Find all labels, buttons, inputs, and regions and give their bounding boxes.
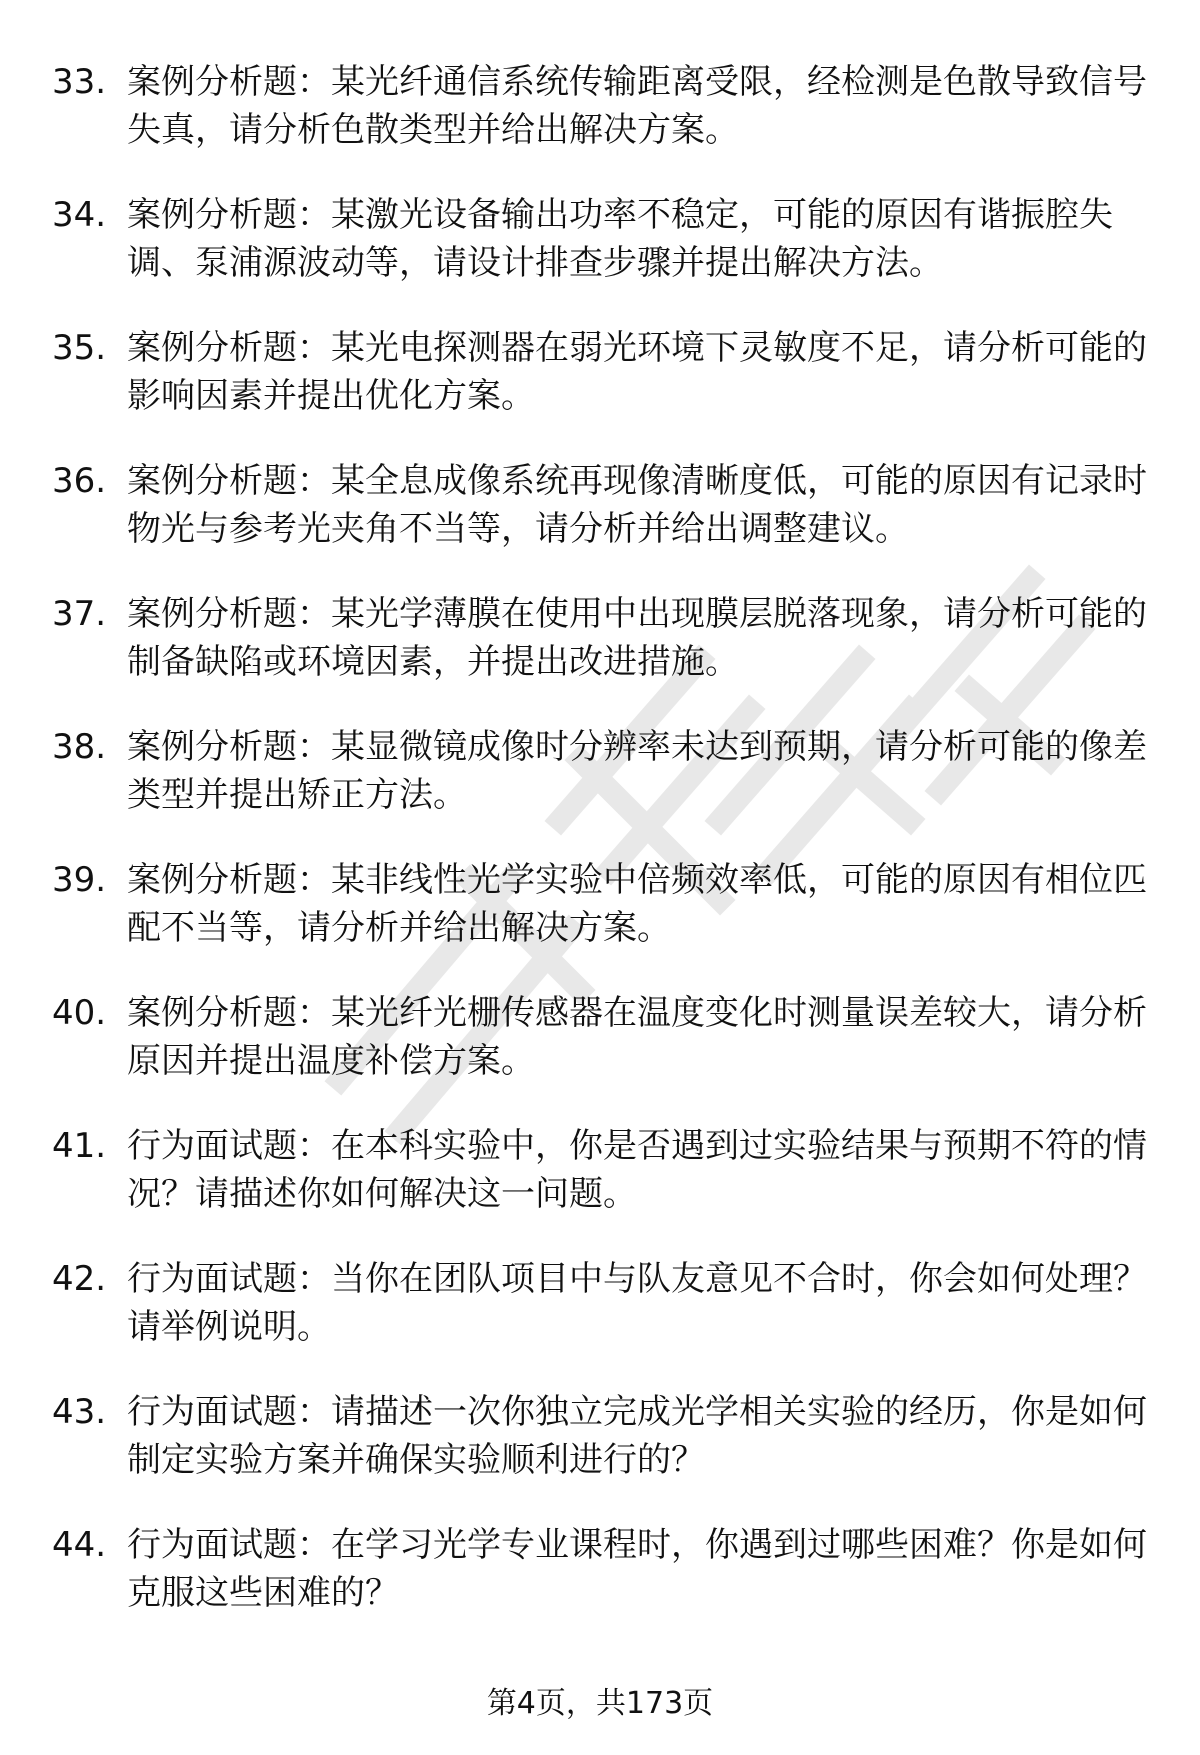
question-text: 行为面试题：请描述一次你独立完成光学相关实验的经历，你是如何制定实验方案并确保实验顺利进行的？	[127, 1392, 1147, 1480]
question-item	[52, 1122, 1152, 1255]
question-item	[52, 590, 1152, 723]
question-text: 案例分析题：某激光设备输出功率不稳定，可能的原因有谐振腔失调、泵浦源波动等，请设计排查步骤并提出解决方法。	[127, 195, 1113, 283]
question-text: 行为面试题：在学习光学专业课程时，你遇到过哪些困难？你是如何克服这些困难的？	[127, 1525, 1147, 1613]
question-number: 34.	[52, 195, 107, 235]
question-item	[52, 191, 1152, 324]
question-text: 案例分析题：某光纤光栅传感器在温度变化时测量误差较大，请分析原因并提出温度补偿方案。	[127, 993, 1147, 1081]
question-item	[52, 723, 1152, 856]
question-text: 案例分析题：某显微镜成像时分辨率未达到预期，请分析可能的像差类型并提出矫正方法。	[127, 727, 1147, 815]
question-number: 38.	[52, 727, 107, 767]
question-number: 43.	[52, 1392, 107, 1432]
question-item	[52, 1255, 1152, 1388]
question-text: 案例分析题：某光纤通信系统传输距离受限，经检测是色散导致信号失真，请分析色散类型并给出解决方案。	[127, 62, 1147, 150]
question-item	[52, 1388, 1152, 1521]
question-number: 44.	[52, 1525, 107, 1565]
question-item	[52, 324, 1152, 457]
question-number: 40.	[52, 993, 107, 1033]
question-number: 39.	[52, 860, 107, 900]
question-text: 案例分析题：某光学薄膜在使用中出现膜层脱落现象，请分析可能的制备缺陷或环境因素，并提出改进措施。	[127, 594, 1147, 682]
page-footer: 第4页，共173页	[486, 1686, 714, 1721]
question-item	[52, 58, 1152, 191]
question-text: 行为面试题：当你在团队项目中与队友意见不合时，你会如何处理？请举例说明。	[127, 1259, 1147, 1347]
question-text: 案例分析题：某全息成像系统再现像清晰度低，可能的原因有记录时物光与参考光夹角不当等，请分析并给出调整建议。	[127, 461, 1147, 549]
question-number: 41.	[52, 1126, 107, 1166]
question-item	[52, 1521, 1152, 1654]
question-number: 33.	[52, 62, 107, 102]
question-number: 37.	[52, 594, 107, 634]
question-text: 案例分析题：某光电探测器在弱光环境下灵敏度不足，请分析可能的影响因素并提出优化方案。	[127, 328, 1147, 416]
question-list	[52, 58, 1152, 1654]
question-item	[52, 457, 1152, 590]
question-number: 36.	[52, 461, 107, 501]
question-item	[52, 989, 1152, 1122]
question-number: 35.	[52, 328, 107, 368]
question-text: 行为面试题：在本科实验中，你是否遇到过实验结果与预期不符的情况？请描述你如何解决这一问题。	[127, 1126, 1147, 1214]
question-item	[52, 856, 1152, 989]
question-number: 42.	[52, 1259, 107, 1299]
question-text: 案例分析题：某非线性光学实验中倍频效率低，可能的原因有相位匹配不当等，请分析并给出解决方案。	[127, 860, 1147, 948]
